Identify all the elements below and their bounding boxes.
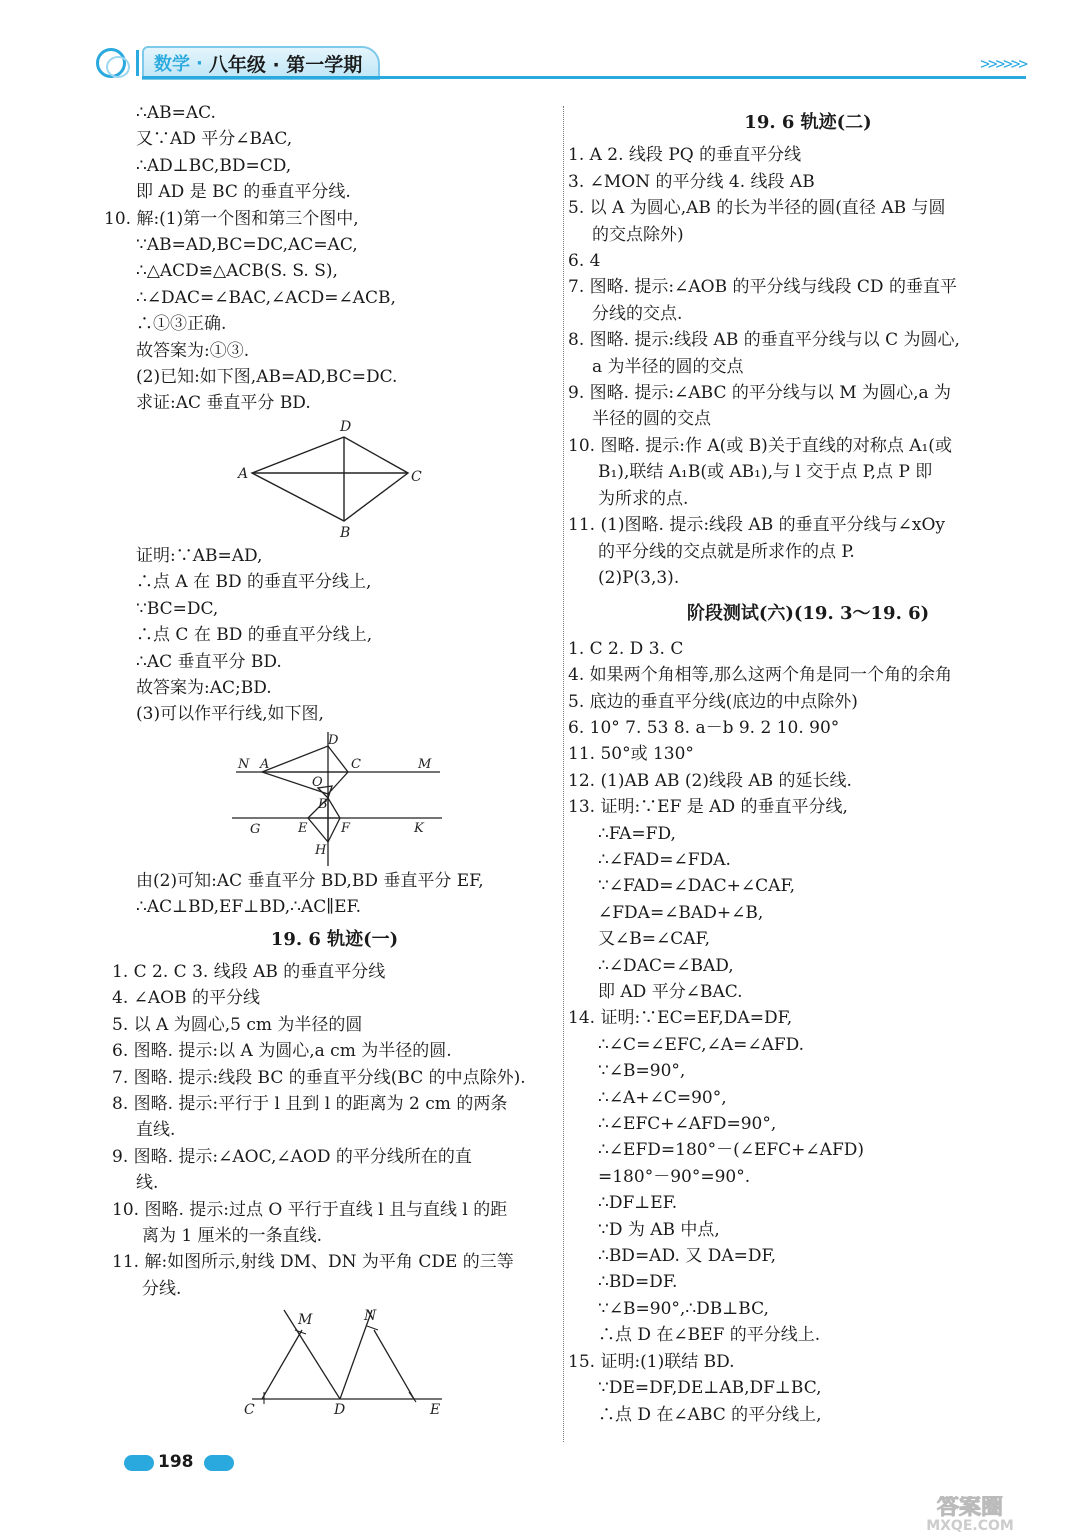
fig2-label-c: C xyxy=(351,756,361,772)
fig2-label-n: N xyxy=(238,756,250,772)
answer-line: 1. A 2. 线段 PQ 的垂直平分线 xyxy=(568,145,802,166)
answer-line: 5. 以 A 为圆心,AB 的长为半径的圆(直径 AB 与圆 xyxy=(568,198,946,219)
answer-line: 15. 证明:(1)联结 BD. xyxy=(568,1351,735,1372)
kite-label-a: A xyxy=(238,465,249,482)
answer-line: 4. 如果两个角相等,那么这两个角是同一个角的余角 xyxy=(568,665,953,686)
footer-right-pill-icon xyxy=(204,1455,234,1471)
text-line: 即 AD 是 BC 的垂直平分线. xyxy=(136,182,351,203)
footer-left-pill-icon xyxy=(124,1455,154,1471)
answer-line: 5. 以 A 为圆心,5 cm 为半径的圆 xyxy=(112,1014,363,1035)
fig3-label-m: M xyxy=(298,1312,313,1329)
answer-line: 1. C 2. C 3. 线段 AB 的垂直平分线 xyxy=(112,961,386,982)
proof-line: 又∠B=∠CAF, xyxy=(598,929,711,950)
proof-line: ∵∠FAD=∠DAC+∠CAF, xyxy=(598,876,796,897)
watermark-bottom-text: MXQE.COM xyxy=(926,1518,1014,1532)
fig2-label-k: K xyxy=(414,820,424,836)
answer-line: 1. C 2. D 3. C xyxy=(568,638,684,659)
kite-label-d: D xyxy=(340,418,352,435)
text-line: ∴∠DAC=∠BAC,∠ACD=∠ACB, xyxy=(136,287,396,308)
answer-line: a 为半径的圆的交点 xyxy=(592,356,744,377)
text-line: (3)可以作平行线,如下图, xyxy=(136,704,324,725)
fig3-label-d: D xyxy=(334,1402,346,1417)
parallel-lines-figure xyxy=(112,728,557,868)
answer-line: 13. 证明:∵EF 是 AD 的垂直平分线, xyxy=(568,797,848,818)
fig2-label-f: F xyxy=(341,820,351,836)
answer-line: 4. ∠AOB 的平分线 xyxy=(112,988,260,1009)
answer-line: B₁),联结 A₁B(或 AB₁),与 l 交于点 P,点 P 即 xyxy=(598,462,933,483)
text-line: ∴AB=AC. xyxy=(136,103,216,123)
header-separator xyxy=(136,50,139,76)
proof-line: ∵∠B=90°,∴DB⊥BC, xyxy=(598,1298,769,1319)
watermark-top-text: 答案圈 xyxy=(936,1496,1004,1520)
header-tab xyxy=(142,46,380,80)
section-title-trajectory-1: 19. 6 轨迹(一) xyxy=(270,928,399,950)
header-dot: · xyxy=(196,52,203,74)
proof-line: ∴∠DAC=∠BAD, xyxy=(598,955,734,976)
text-line: 又∵AD 平分∠BAC, xyxy=(136,129,293,150)
answer-line: 为所求的点. xyxy=(598,488,689,509)
answer-line: 5. 底边的垂直平分线(底边的中点除外) xyxy=(568,691,858,712)
proof-line: ∴DF⊥EF. xyxy=(598,1193,678,1214)
header-arrows-icon: >>>>>> xyxy=(980,54,1026,73)
fig2-label-b: B xyxy=(318,796,328,812)
answer-line: 3. ∠MON 的平分线 4. 线段 AB xyxy=(568,171,815,192)
answer-line: 8. 图略. 提示:线段 AB 的垂直平分线与以 C 为圆心, xyxy=(568,330,960,351)
answer-line: 线. xyxy=(136,1173,159,1194)
fig3-label-c: C xyxy=(244,1402,255,1417)
answer-line: 6. 图略. 提示:以 A 为圆心,a cm 为半径的圆. xyxy=(112,1041,452,1062)
text-line: ∵BC=DC, xyxy=(136,598,219,619)
answer-line: 6. 4 xyxy=(568,251,601,272)
proof-line: =180°－90°=90°. xyxy=(598,1166,751,1187)
text-line: 由(2)可知:AC 垂直平分 BD,BD 垂直平分 EF, xyxy=(136,870,484,891)
answer-line: 8. 图略. 提示:平行于 l 且到 l 的距离为 2 cm 的两条 xyxy=(112,1093,508,1114)
trisection-figure xyxy=(112,1304,557,1416)
section-title-trajectory-2: 19. 6 轨迹(二) xyxy=(744,112,872,133)
answer-line: 分线的交点. xyxy=(592,303,683,324)
proof-line: ∴点 D 在∠BEF 的平分线上. xyxy=(598,1325,821,1346)
proof-line: ∴∠C=∠EFC,∠A=∠AFD. xyxy=(598,1034,805,1055)
answer-line: 11. (1)图略. 提示:线段 AB 的垂直平分线与∠xOy xyxy=(568,515,946,536)
fig2-label-d: D xyxy=(328,732,339,748)
section-title-stage-test-6: 阶段测试(六)(19. 3～19. 6) xyxy=(686,603,930,625)
kite-figure xyxy=(112,419,557,543)
page-number: 198 xyxy=(158,1452,194,1472)
answer-line: 11. 50°或 130° xyxy=(568,744,694,765)
fig2-label-o: O xyxy=(312,774,323,790)
text-line: ∴AC⊥BD,EF⊥BD,∴AC∥EF. xyxy=(136,897,362,918)
text-line: ∴AD⊥BC,BD=CD, xyxy=(136,155,292,176)
answer-line: 12. (1)AB AB (2)线段 AB 的延长线. xyxy=(568,770,852,791)
text-line: ∵AB=AD,BC=DC,AC=AC, xyxy=(136,235,358,256)
proof-line: ∴∠A+∠C=90°, xyxy=(598,1087,727,1108)
answer-line: 9. 图略. 提示:∠ABC 的平分线与以 M 为圆心,a 为 xyxy=(568,383,952,404)
proof-line: ∴FA=FD, xyxy=(598,823,676,844)
fig2-label-e: E xyxy=(298,820,308,836)
answer-line: 直线. xyxy=(136,1120,176,1141)
page-footer xyxy=(124,1452,234,1474)
header-subject: 数学 xyxy=(154,54,190,75)
answer-line: 6. 10° 7. 53 8. a－b 9. 2 10. 90° xyxy=(568,717,840,738)
header-grade: 八年级 · 第一学期 xyxy=(208,53,363,76)
text-line: (2)已知:如下图,AB=AD,BC=DC. xyxy=(136,367,398,388)
proof-line: ∵DE=DF,DE⊥AB,DF⊥BC, xyxy=(598,1378,822,1399)
proof-line: ∴∠FAD=∠FDA. xyxy=(598,849,731,870)
text-line: 求证:AC 垂直平分 BD. xyxy=(136,393,311,414)
proof-line: ∴∠EFD=180°－(∠EFC+∠AFD) xyxy=(598,1140,864,1161)
column-divider xyxy=(563,106,564,1442)
answer-line: 10. 图略. 提示:作 A(或 B)关于直线的对称点 A₁(或 xyxy=(568,435,952,456)
answer-line: 14. 证明:∵EC=EF,DA=DF, xyxy=(568,1008,793,1029)
proof-line: 即 AD 平分∠BAC. xyxy=(598,982,743,1002)
text-line: 故答案为:AC;BD. xyxy=(136,677,272,698)
text-line: ∴①③正确. xyxy=(136,314,227,335)
answer-line: 11. 解:如图所示,射线 DM、DN 为平角 CDE 的三等 xyxy=(112,1252,514,1273)
proof-line: ∴点 D 在∠ABC 的平分线上, xyxy=(598,1404,822,1425)
kite-label-c: C xyxy=(411,468,422,485)
watermark-logo xyxy=(878,1496,1062,1532)
answer-line: 10. 图略. 提示:过点 O 平行于直线 l 且与直线 l 的距 xyxy=(112,1199,508,1220)
answer-line: 7. 图略. 提示:∠AOB 的平分线与线段 CD 的垂直平 xyxy=(568,277,957,298)
text-line: 故答案为:①③. xyxy=(136,340,250,361)
fig2-label-m: M xyxy=(418,756,432,772)
left-column xyxy=(104,100,557,1417)
kite-label-b: B xyxy=(340,524,351,541)
answer-line: 的平分线的交点就是所求作的点 P. xyxy=(598,541,855,562)
answer-line: 9. 图略. 提示:∠AOC,∠AOD 的平分线所在的直 xyxy=(112,1146,472,1167)
proof-line: ∴BD=DF. xyxy=(598,1272,678,1293)
answer-line: 的交点除外) xyxy=(592,224,684,245)
right-column xyxy=(568,100,1048,1428)
answer-line: 离为 1 厘米的一条直线. xyxy=(142,1226,323,1246)
answer-line: 7. 图略. 提示:线段 BC 的垂直平分线(BC 的中点除外). xyxy=(112,1067,526,1088)
header-rule xyxy=(142,76,1026,79)
text-line: ∴点 C 在 BD 的垂直平分线上, xyxy=(136,625,373,646)
text-line: ∴△ACD≌△ACB(S. S. S), xyxy=(136,261,338,282)
text-line: ∴点 A 在 BD 的垂直平分线上, xyxy=(136,572,372,593)
proof-line: ∴∠EFC+∠AFD=90°, xyxy=(598,1114,777,1135)
text-line: 证明:∵AB=AD, xyxy=(136,545,263,566)
proof-line: ∵∠B=90°, xyxy=(598,1061,686,1082)
proof-line: ∵D 为 AB 中点, xyxy=(598,1219,720,1240)
answer-line: 半径的圆的交点 xyxy=(592,409,711,430)
answer-line: 分线. xyxy=(142,1278,182,1299)
header-logo-ring-icon xyxy=(106,56,130,78)
fig3-label-n: N xyxy=(364,1308,377,1325)
proof-line: ∠FDA=∠BAD+∠B, xyxy=(598,902,764,923)
page-header xyxy=(96,44,1026,80)
answer-line: (2)P(3,3). xyxy=(598,567,680,588)
fig2-label-g: G xyxy=(250,821,261,837)
fig2-label-h: H xyxy=(315,842,327,858)
question-10: 10. 解:(1)第一个图和第三个图中, xyxy=(104,208,359,229)
fig2-label-a: A xyxy=(260,756,270,772)
fig3-label-e: E xyxy=(430,1402,441,1417)
text-line: ∴AC 垂直平分 BD. xyxy=(136,651,282,672)
proof-line: ∴BD=AD. 又 DA=DF, xyxy=(598,1246,777,1267)
